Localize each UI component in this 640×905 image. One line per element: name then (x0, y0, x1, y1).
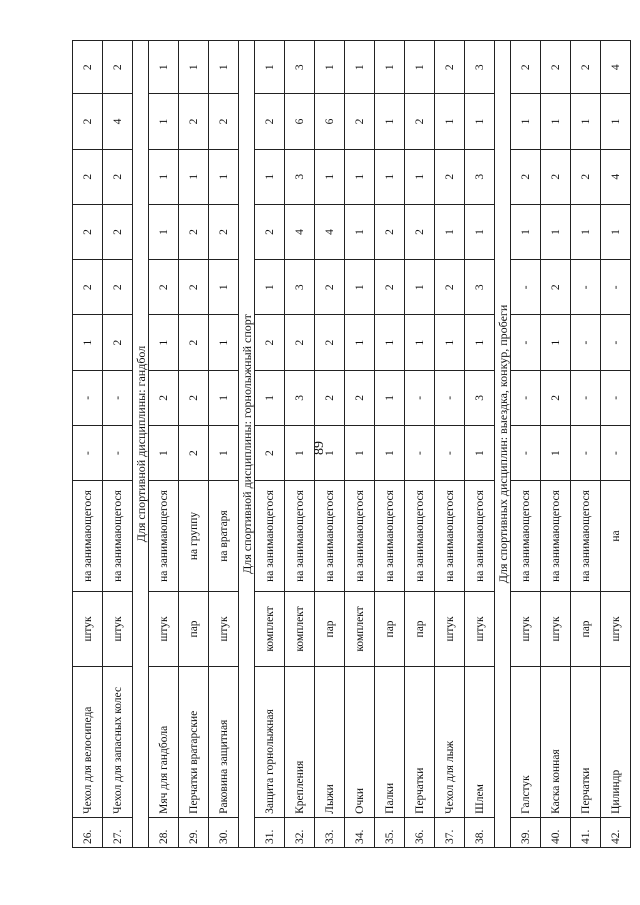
table-row (315, 41, 345, 848)
quantity-cell: 2 (73, 94, 103, 149)
item-unit: штук (103, 591, 133, 666)
quantity-cell: 1 (315, 149, 345, 204)
quantity-cell: 1 (571, 204, 601, 259)
item-unit: пар (405, 591, 435, 666)
quantity-cell: 2 (179, 94, 209, 149)
quantity-cell: 1 (465, 204, 495, 259)
section-row (133, 41, 149, 848)
item-number: 36. (405, 817, 435, 847)
quantity-cell: 1 (179, 149, 209, 204)
quantity-cell: 1 (541, 315, 571, 370)
item-number: 41. (571, 817, 601, 847)
item-unit: комплект (345, 591, 375, 666)
quantity-cell: 1 (541, 425, 571, 480)
quantity-cell: 2 (571, 41, 601, 94)
quantity-cell: 3 (285, 370, 315, 425)
quantity-cell: 1 (601, 94, 631, 149)
page-number: 89 (312, 441, 327, 455)
quantity-cell: 1 (255, 41, 285, 94)
quantity-cell: 2 (179, 260, 209, 315)
item-name: Мяч для гандбола (149, 667, 179, 818)
quantity-cell: 1 (375, 425, 405, 480)
item-name: Перчатки (571, 667, 601, 818)
quantity-cell: 3 (285, 149, 315, 204)
item-usage: на занимающегося (285, 481, 315, 592)
table-body (73, 41, 631, 848)
table-row (179, 41, 209, 848)
quantity-cell: 2 (103, 315, 133, 370)
quantity-cell: - (73, 370, 103, 425)
quantity-cell: - (511, 370, 541, 425)
item-name: Чехол для запасных колес (103, 667, 133, 818)
table-row (601, 41, 631, 848)
quantity-cell: 2 (511, 149, 541, 204)
item-name: Очки (345, 667, 375, 818)
quantity-cell: 2 (179, 370, 209, 425)
quantity-cell: 1 (375, 41, 405, 94)
table-row (209, 41, 239, 848)
quantity-cell: 1 (345, 204, 375, 259)
item-number: 26. (73, 817, 103, 847)
quantity-cell: 6 (315, 94, 345, 149)
quantity-cell: 2 (255, 315, 285, 370)
item-usage: на занимающегося (405, 481, 435, 592)
quantity-cell: - (571, 315, 601, 370)
quantity-cell: 1 (541, 94, 571, 149)
quantity-cell: 1 (285, 425, 315, 480)
item-number: 31. (255, 817, 285, 847)
quantity-cell: 2 (103, 204, 133, 259)
quantity-cell: 1 (149, 149, 179, 204)
quantity-cell: 1 (465, 425, 495, 480)
item-unit: пар (315, 591, 345, 666)
quantity-cell: 3 (285, 260, 315, 315)
item-usage: на занимающегося (255, 481, 285, 592)
item-name: Крепления (285, 667, 315, 818)
quantity-cell: 2 (315, 315, 345, 370)
item-number: 40. (541, 817, 571, 847)
item-unit: штук (601, 591, 631, 666)
item-number: 34. (345, 817, 375, 847)
quantity-cell: 2 (345, 94, 375, 149)
quantity-cell: 1 (375, 370, 405, 425)
item-name: Шлем (465, 667, 495, 818)
quantity-cell: 1 (315, 425, 345, 480)
item-usage: на занимающегося (511, 481, 541, 592)
quantity-cell: 1 (405, 260, 435, 315)
quantity-cell: 1 (435, 94, 465, 149)
quantity-cell: 1 (209, 41, 239, 94)
quantity-cell: 2 (255, 425, 285, 480)
quantity-cell: - (511, 260, 541, 315)
quantity-cell: 1 (149, 425, 179, 480)
item-name: Перчатки (405, 667, 435, 818)
quantity-cell: 1 (435, 204, 465, 259)
item-unit: штук (541, 591, 571, 666)
item-name: Цилиндр (601, 667, 631, 818)
quantity-cell: 2 (405, 94, 435, 149)
equipment-table-frame (72, 40, 622, 848)
table-row (285, 41, 315, 848)
quantity-cell: 1 (571, 94, 601, 149)
item-usage: на занимающегося (375, 481, 405, 592)
quantity-cell: 1 (601, 204, 631, 259)
quantity-cell: 2 (375, 260, 405, 315)
quantity-cell: 2 (571, 149, 601, 204)
item-number: 30. (209, 817, 239, 847)
quantity-cell: 2 (405, 204, 435, 259)
item-name: Защита горнолыжная (255, 667, 285, 818)
quantity-cell: 2 (435, 41, 465, 94)
quantity-cell: - (511, 425, 541, 480)
quantity-cell: 1 (255, 370, 285, 425)
quantity-cell: 2 (285, 315, 315, 370)
quantity-cell: 1 (209, 425, 239, 480)
item-number: 37. (435, 817, 465, 847)
quantity-cell: 2 (435, 149, 465, 204)
quantity-cell: 1 (405, 315, 435, 370)
quantity-cell: 1 (345, 41, 375, 94)
table-row (405, 41, 435, 848)
item-name: Галстук (511, 667, 541, 818)
item-unit: пар (571, 591, 601, 666)
quantity-cell: - (601, 260, 631, 315)
quantity-cell: 2 (73, 149, 103, 204)
table-row (571, 41, 601, 848)
quantity-cell: 1 (375, 94, 405, 149)
item-usage: на занимающегося (345, 481, 375, 592)
quantity-cell: - (601, 370, 631, 425)
quantity-cell: 1 (179, 41, 209, 94)
quantity-cell: - (571, 370, 601, 425)
item-usage: на (601, 481, 631, 592)
quantity-cell: 1 (209, 315, 239, 370)
item-usage: на вратаря (209, 481, 239, 592)
table-row (435, 41, 465, 848)
item-number: 27. (103, 817, 133, 847)
item-number: 28. (149, 817, 179, 847)
quantity-cell: - (601, 315, 631, 370)
quantity-cell: 2 (315, 370, 345, 425)
quantity-cell: 2 (255, 94, 285, 149)
quantity-cell: 1 (209, 260, 239, 315)
item-name: Чехол для велосипеда (73, 667, 103, 818)
quantity-cell: 3 (285, 41, 315, 94)
quantity-cell: - (405, 370, 435, 425)
quantity-cell: 1 (435, 315, 465, 370)
item-usage: на занимающегося (73, 481, 103, 592)
quantity-cell: - (571, 260, 601, 315)
quantity-cell: 3 (465, 260, 495, 315)
quantity-cell: 1 (73, 315, 103, 370)
table-row (345, 41, 375, 848)
quantity-cell: 1 (345, 425, 375, 480)
quantity-cell: 4 (103, 94, 133, 149)
quantity-cell: 1 (149, 41, 179, 94)
section-title: Для спортивных дисциплин: выездка, конкур, пробеги (495, 41, 511, 848)
quantity-cell: 2 (315, 260, 345, 315)
quantity-cell: 2 (179, 315, 209, 370)
quantity-cell: 1 (149, 94, 179, 149)
item-name: Лыжи (315, 667, 345, 818)
quantity-cell: 1 (511, 94, 541, 149)
item-unit: штук (435, 591, 465, 666)
quantity-cell: - (103, 370, 133, 425)
quantity-cell: 2 (179, 204, 209, 259)
item-unit: штук (73, 591, 103, 666)
quantity-cell: 1 (345, 260, 375, 315)
quantity-cell: 2 (541, 370, 571, 425)
quantity-cell: 4 (285, 204, 315, 259)
quantity-cell: 2 (103, 149, 133, 204)
item-number: 42. (601, 817, 631, 847)
quantity-cell: - (511, 315, 541, 370)
quantity-cell: 1 (375, 315, 405, 370)
quantity-cell: 3 (465, 370, 495, 425)
item-usage: на занимающегося (149, 481, 179, 592)
table-row (541, 41, 571, 848)
quantity-cell: 2 (209, 204, 239, 259)
quantity-cell: 2 (179, 425, 209, 480)
table-row (103, 41, 133, 848)
quantity-cell: 3 (465, 149, 495, 204)
quantity-cell: 1 (541, 204, 571, 259)
quantity-cell: 2 (511, 41, 541, 94)
quantity-cell: 1 (209, 370, 239, 425)
quantity-cell: 2 (375, 204, 405, 259)
item-usage: на занимающегося (315, 481, 345, 592)
item-usage: на занимающегося (465, 481, 495, 592)
quantity-cell: - (73, 425, 103, 480)
table-row (149, 41, 179, 848)
quantity-cell: 6 (285, 94, 315, 149)
table-row (375, 41, 405, 848)
quantity-cell: 2 (541, 149, 571, 204)
item-unit: штук (465, 591, 495, 666)
item-unit: штук (149, 591, 179, 666)
quantity-cell: 2 (73, 204, 103, 259)
quantity-cell: 3 (465, 41, 495, 94)
quantity-cell: 1 (255, 149, 285, 204)
table-row (511, 41, 541, 848)
item-usage: на занимающегося (103, 481, 133, 592)
quantity-cell: 1 (315, 41, 345, 94)
item-name: Перчатки вратарские (179, 667, 209, 818)
item-number: 35. (375, 817, 405, 847)
quantity-cell: 1 (345, 315, 375, 370)
item-unit: пар (179, 591, 209, 666)
section-row (495, 41, 511, 848)
quantity-cell: 2 (209, 94, 239, 149)
quantity-cell: 1 (149, 315, 179, 370)
quantity-cell: 1 (255, 260, 285, 315)
quantity-cell: 1 (405, 149, 435, 204)
table-row (73, 41, 103, 848)
item-number: 38. (465, 817, 495, 847)
quantity-cell: 2 (435, 260, 465, 315)
quantity-cell: 2 (103, 260, 133, 315)
equipment-table (72, 40, 631, 848)
quantity-cell: 2 (541, 260, 571, 315)
item-number: 32. (285, 817, 315, 847)
quantity-cell: 1 (375, 149, 405, 204)
item-unit: комплект (285, 591, 315, 666)
quantity-cell: 2 (103, 41, 133, 94)
quantity-cell: 2 (149, 260, 179, 315)
item-unit: штук (511, 591, 541, 666)
item-unit: пар (375, 591, 405, 666)
quantity-cell: 2 (541, 41, 571, 94)
quantity-cell: 2 (73, 260, 103, 315)
item-usage: на занимающегося (571, 481, 601, 592)
quantity-cell: - (405, 425, 435, 480)
item-usage: на группу (179, 481, 209, 592)
quantity-cell: 2 (255, 204, 285, 259)
quantity-cell: 1 (405, 41, 435, 94)
item-usage: на занимающегося (435, 481, 465, 592)
item-number: 39. (511, 817, 541, 847)
item-unit: штук (209, 591, 239, 666)
quantity-cell: 2 (345, 370, 375, 425)
item-name: Палки (375, 667, 405, 818)
quantity-cell: 1 (209, 149, 239, 204)
item-number: 33. (315, 817, 345, 847)
item-number: 29. (179, 817, 209, 847)
item-name: Раковина защитная (209, 667, 239, 818)
table-row (255, 41, 285, 848)
quantity-cell: 4 (601, 149, 631, 204)
quantity-cell: 4 (601, 41, 631, 94)
item-name: Чехол для лыж (435, 667, 465, 818)
quantity-cell: 2 (149, 370, 179, 425)
item-usage: на занимающегося (541, 481, 571, 592)
quantity-cell: 1 (511, 204, 541, 259)
quantity-cell: 1 (465, 315, 495, 370)
quantity-cell: - (571, 425, 601, 480)
item-unit: комплект (255, 591, 285, 666)
quantity-cell: 1 (345, 149, 375, 204)
quantity-cell: - (103, 425, 133, 480)
section-title: Для спортивной дисциплины: горнолыжный спорт (239, 41, 255, 848)
table-row (465, 41, 495, 848)
quantity-cell: - (435, 370, 465, 425)
quantity-cell: 1 (149, 204, 179, 259)
quantity-cell: 2 (73, 41, 103, 94)
section-title: Для спортивной дисциплины: гандбол (133, 41, 149, 848)
quantity-cell: - (435, 425, 465, 480)
quantity-cell: - (601, 425, 631, 480)
section-row (239, 41, 255, 848)
quantity-cell: 1 (465, 94, 495, 149)
item-name: Каска конная (541, 667, 571, 818)
quantity-cell: 4 (315, 204, 345, 259)
rotated-table-wrapper (72, 40, 622, 848)
